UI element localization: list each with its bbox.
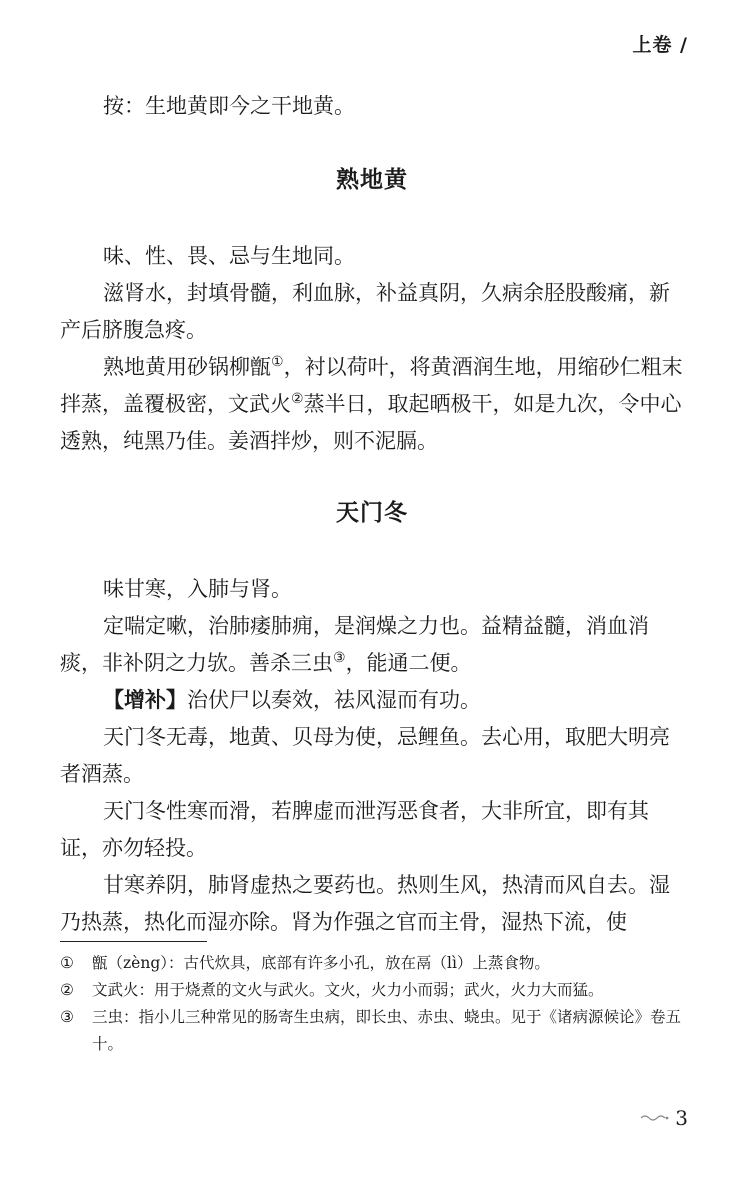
paragraph: 滋肾水，封填骨髓，利血脉，补益真阴，久病余胫股酸痛，新产后脐腹急疼。 xyxy=(60,281,671,342)
paragraph: 味甘寒，入肺与肾。 xyxy=(103,577,293,601)
paragraph xyxy=(60,682,684,719)
footnote-text: 甑（zèng）：古代炊具，底部有许多小孔，放在鬲（lì）上蒸食物。 xyxy=(92,954,550,972)
text-run: ，能通二便。 xyxy=(345,651,472,675)
page-body xyxy=(60,88,684,941)
paragraph: 味、性、畏、忌与生地同。 xyxy=(103,244,356,268)
footnote-item xyxy=(60,1004,690,1058)
section-title-shudihuang: 熟地黄 xyxy=(336,167,408,193)
page-footer xyxy=(639,1106,688,1130)
text-run: 蒸半日，取起晒极干，如是九次，令中心透熟，纯黑乃佳。姜酒拌炒，则不泥膈。 xyxy=(60,392,682,453)
intro-paragraph: 按：生地黄即今之干地黄。 xyxy=(103,94,356,118)
footnote-item xyxy=(60,977,690,1004)
footnote-text: 三虫：指小儿三种常见的肠寄生虫病，即长虫、赤虫、蛲虫。见于《诸病源候论》卷五十。 xyxy=(92,1008,682,1053)
footnote-number: ② xyxy=(60,981,74,999)
footnote-ref[interactable]: ① xyxy=(271,354,284,370)
page-number: 3 xyxy=(675,1106,688,1130)
footnote-ref[interactable]: ③ xyxy=(333,650,346,666)
footnote-divider xyxy=(60,941,207,942)
paragraph: 天门冬无毒，地黄、贝母为使，忌鲤鱼。去心用，取肥大明亮者酒蒸。 xyxy=(60,725,671,786)
paragraph xyxy=(60,608,684,682)
footnote-text: 文武火：用于烧煮的文火与武火。文火，火力小而弱；武火，火力大而猛。 xyxy=(92,981,604,999)
paragraph: 天门冬性寒而滑，若脾虚而泄泻恶食者，大非所宜，即有其证，亦勿轻投。 xyxy=(60,799,650,860)
paragraph xyxy=(60,349,684,460)
text-run: 熟地黄用砂锅柳甑 xyxy=(103,355,272,379)
supplement-tag: 【增补】 xyxy=(103,688,188,712)
running-head: 上卷 / xyxy=(632,34,688,56)
text-run: 治伏尸以奏效，祛风湿而有功。 xyxy=(187,688,482,712)
footnote-ref[interactable]: ② xyxy=(291,391,304,407)
footnotes xyxy=(60,950,690,1058)
text-run: ，衬以荷叶，将黄酒润生地，用缩砂仁粗末拌蒸，盖覆极密，文武火 xyxy=(60,355,683,416)
footnote-number: ③ xyxy=(60,1008,74,1026)
footnote-number: ① xyxy=(60,954,74,972)
section-title-tianmendong: 天门冬 xyxy=(336,500,408,526)
text-run: 定喘定嗽，治肺痿肺痈，是润燥之力也。益精益髓，消血消痰，非补阴之力欤。善杀三虫 xyxy=(60,614,650,675)
footnote-item xyxy=(60,950,690,977)
paragraph: 甘寒养阴，肺肾虚热之要药也。热则生风，热清而风自去。湿乃热蒸，热化而湿亦除。肾为作强之官而主骨，湿热下流，使 xyxy=(60,873,671,934)
cloud-ornament-icon xyxy=(639,1113,669,1123)
